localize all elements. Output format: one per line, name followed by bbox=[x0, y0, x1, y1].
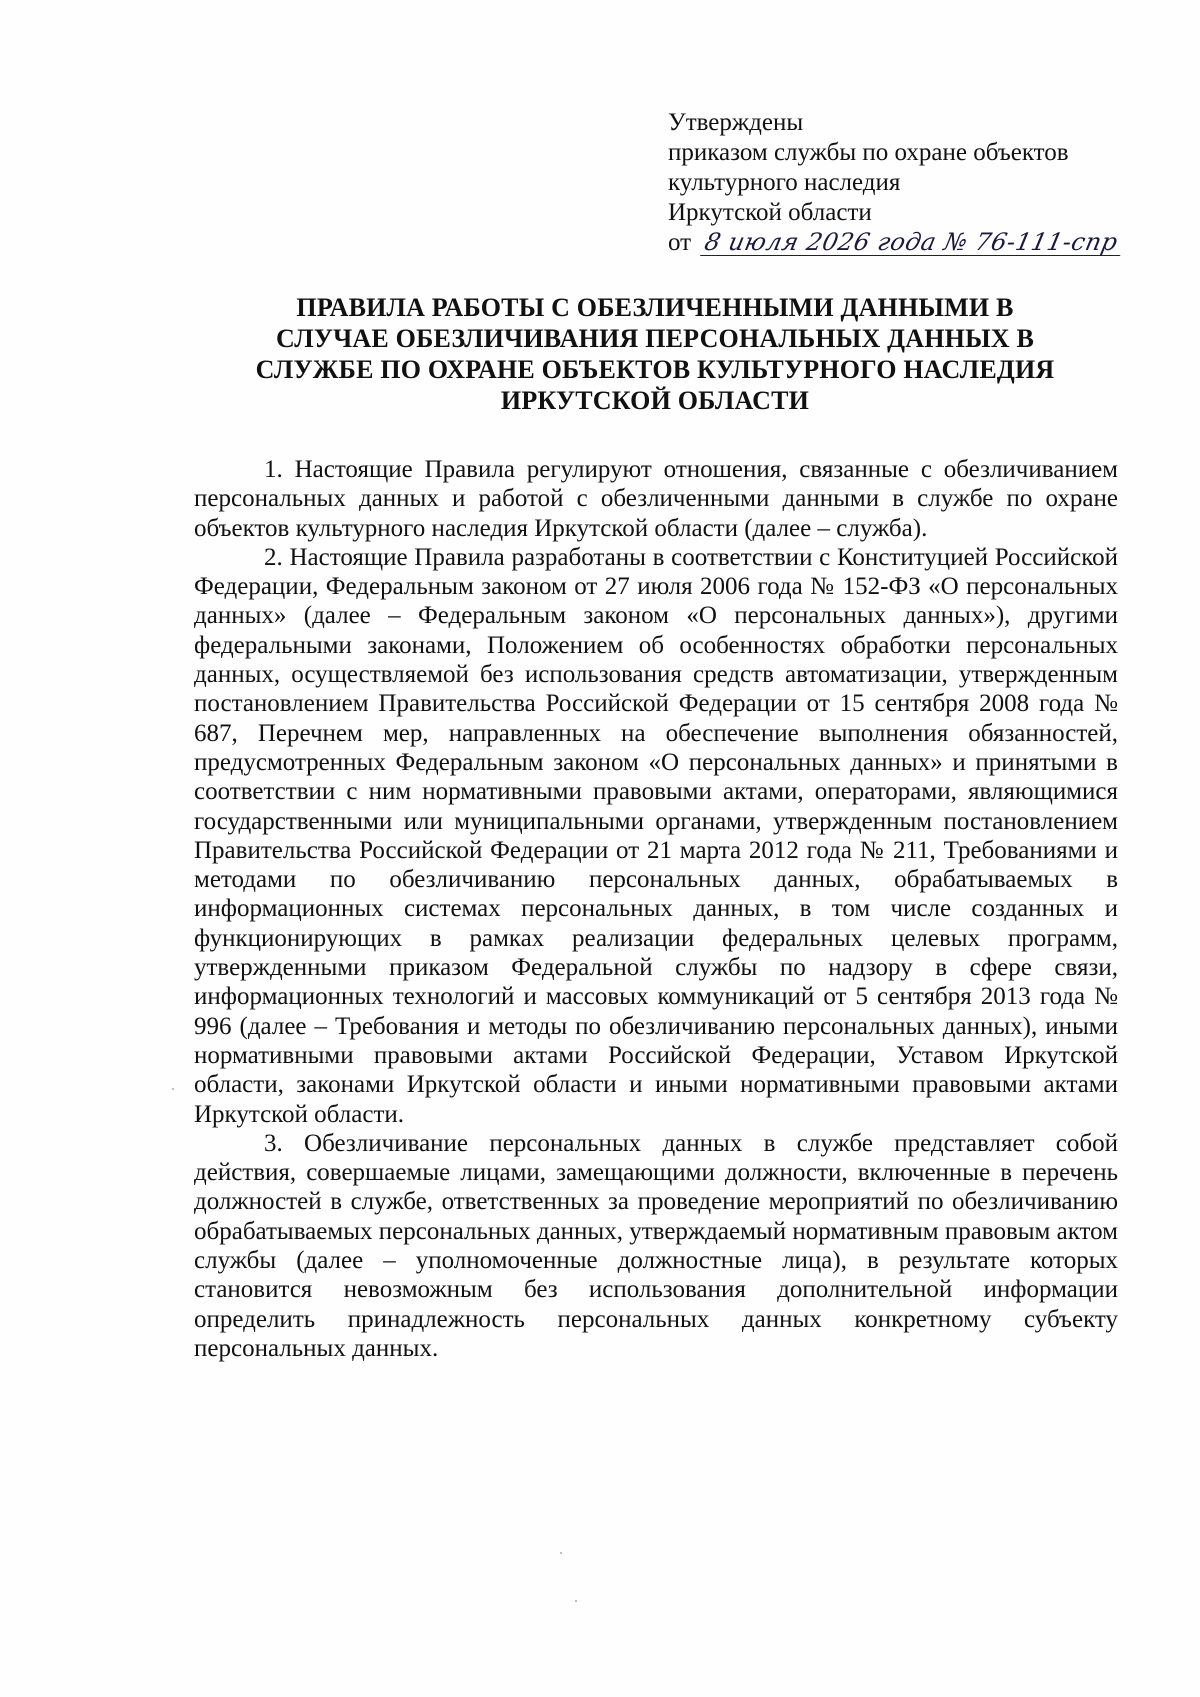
approval-line-order: приказом службы по охране объектов bbox=[668, 139, 1069, 166]
document-body bbox=[194, 455, 1118, 1363]
paragraph-2: 2. Настоящие Правила разработаны в соответствии с Конституцией Российской Федерации, Федеральным законом от 27 июля 2006 года № 152-ФЗ «О персональных данных» (далее – Федеральным законом «О персональных данных»), другими федеральными законами, Положением об особенностях обработки персональных данных, осуществляемой без использования средств автоматизации, утвержденным постановлением Правительства Российской Федерации от 15 сентября 2008 года № 687, Перечнем мер, направленных на обеспечение выполнения обязанностей, предусмотренных Федеральным законом «О персональных данных» и принятыми в соответствии с ним нормативными правовыми актами, операторами, являющимися государственными или муниципальными органами, утвержденным постановлением Правительства Российской Федерации от 21 марта 2012 года № 211, Требованиями и методами по обезличиванию персональных данных, обрабатываемых в информационных системах персональных данных, в том числе созданных и функционирующих в рамках реализации федеральных целевых программ, утвержденными приказом Федеральной службы по надзору в сфере связи, информационных технологий и массовых коммуникаций от 5 сентября 2013 года № 996 (далее – Требования и методы по обезличиванию персональных данных), иными нормативными правовыми актами Российской Федерации, Уставом Иркутской области, законами Иркутской области и иными нормативными правовыми актами Иркутской области. bbox=[194, 543, 1118, 1128]
document-title bbox=[190, 292, 1120, 416]
approval-date-line bbox=[668, 228, 1138, 258]
handwritten-date-number: 8 июля 2026 года № 76-111-спр bbox=[700, 229, 1126, 256]
approval-block bbox=[668, 108, 1138, 258]
approval-line-heritage: культурного наследия bbox=[668, 169, 901, 196]
title-line-4: ИРКУТСКОЙ ОБЛАСТИ bbox=[500, 386, 810, 415]
title-line-3: СЛУЖБЕ ПО ОХРАНЕ ОБЪЕКТОВ КУЛЬТУРНОГО НАСЛЕДИЯ bbox=[255, 355, 1055, 384]
scan-speck bbox=[172, 1088, 174, 1090]
approval-line-region: Иркутской области bbox=[668, 199, 872, 226]
approval-from-label: от bbox=[668, 229, 692, 256]
title-line-2: СЛУЧАЕ ОБЕЗЛИЧИВАНИЯ ПЕРСОНАЛЬНЫХ ДАННЫХ В bbox=[275, 324, 1035, 353]
paragraph-3: 3. Обезличивание персональных данных в службе представляет собой действия, совершаемые лицами, замещающими должности, включенные в перечень должностей в службе, ответственных за проведение мероприятий по обезличиванию обрабатываемых персональных данных, утверждаемый нормативным правовым актом службы (далее – уполномоченные должностные лица), в результате которых становится невозможным без использования дополнительной информации определить принадлежность персональных данных конкретному субъекту персональных данных. bbox=[194, 1129, 1118, 1362]
scan-speck bbox=[575, 1600, 577, 1602]
paragraph-1: 1. Настоящие Правила регулируют отношения, связанные с обезличиванием персональных данных и работой с обезличенными данными в службе по охране объектов культурного наследия Иркутской области (далее – служба). bbox=[194, 456, 1118, 542]
scan-speck bbox=[560, 1552, 562, 1554]
approval-line-approved: Утверждены bbox=[668, 109, 804, 136]
title-line-1: ПРАВИЛА РАБОТЫ С ОБЕЗЛИЧЕННЫМИ ДАННЫМИ В bbox=[296, 293, 1014, 322]
